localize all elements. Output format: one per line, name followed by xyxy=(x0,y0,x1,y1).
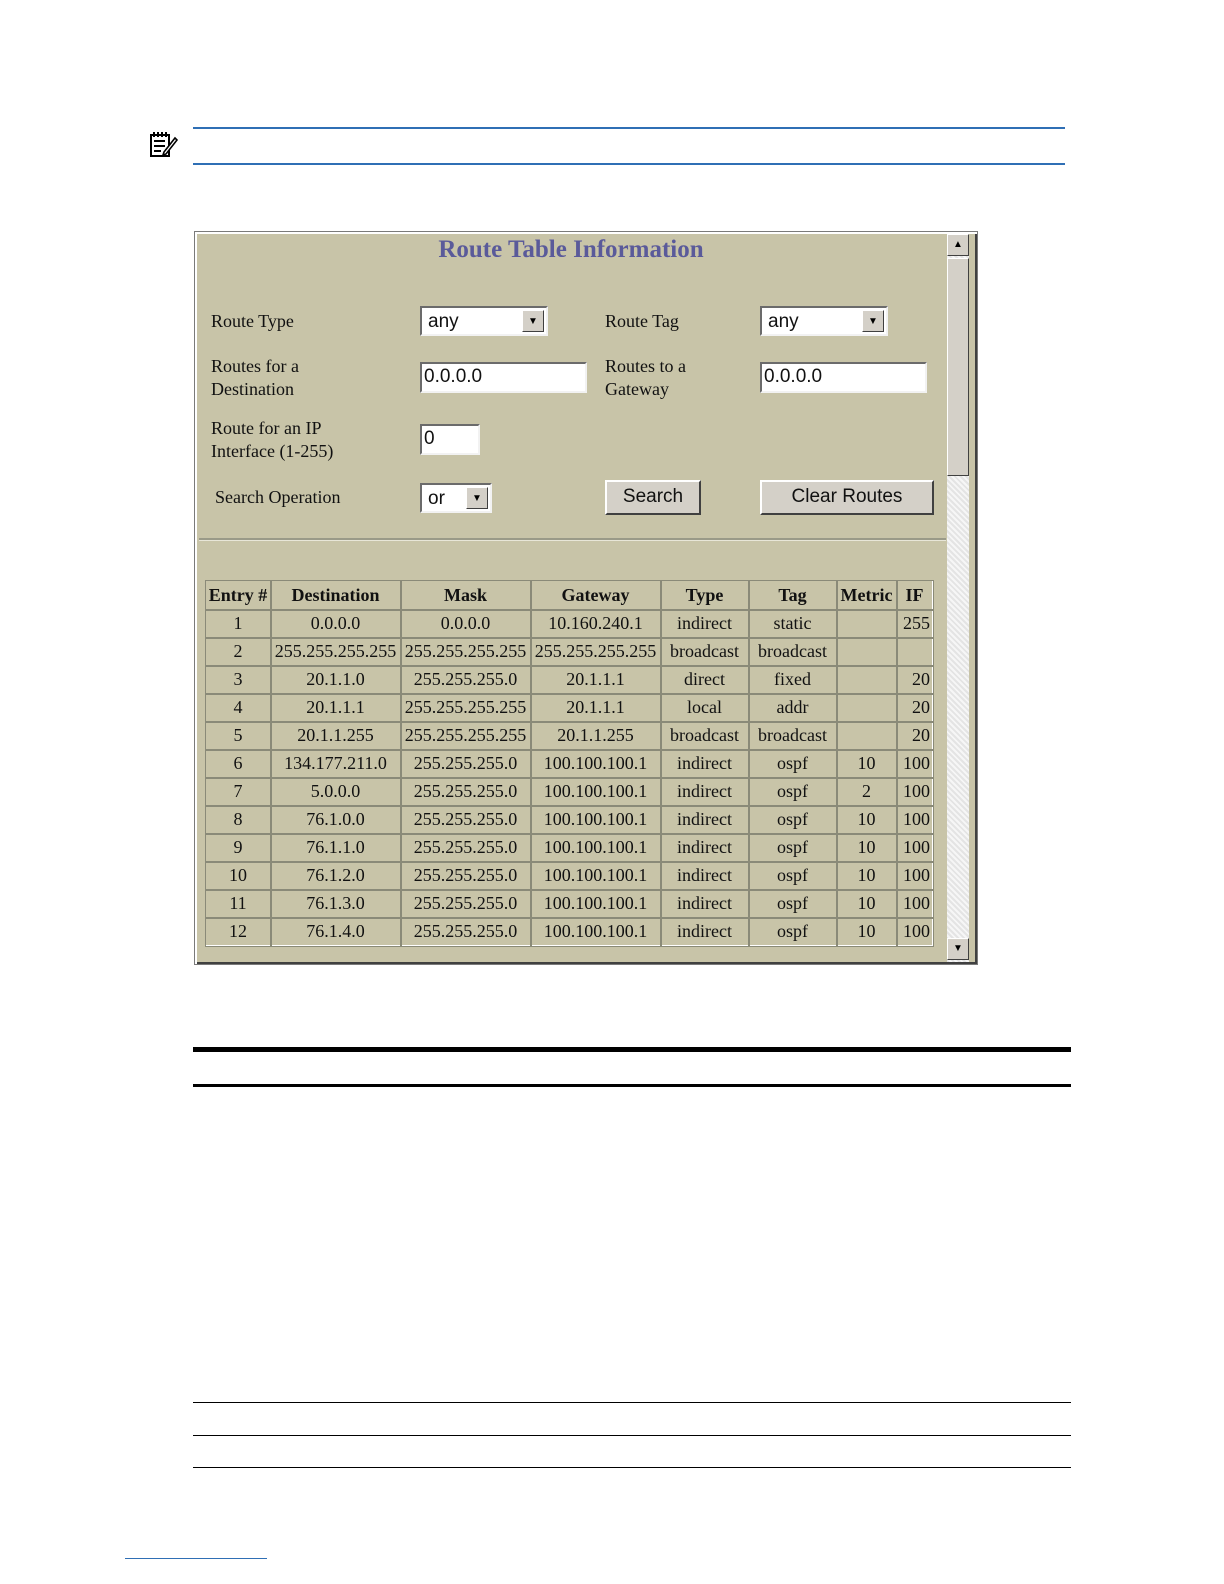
table-cell: 255.255.255.0 xyxy=(401,778,531,806)
table-cell: broadcast xyxy=(749,722,837,750)
table-cell xyxy=(837,638,897,666)
footer-link-underline xyxy=(125,1558,267,1559)
table-row xyxy=(206,778,933,806)
table-row-rule xyxy=(193,1435,1071,1436)
table-cell: 20.1.1.255 xyxy=(271,722,401,750)
search-button[interactable]: Search xyxy=(605,480,701,515)
table-cell: ospf xyxy=(749,918,837,946)
table-row xyxy=(206,750,933,778)
table-cell: 100.100.100.1 xyxy=(531,890,661,918)
table-cell: 4 xyxy=(206,694,271,722)
table-cell: ospf xyxy=(749,834,837,862)
search-operation-label: Search Operation xyxy=(215,487,341,507)
table-cell: 100 xyxy=(897,862,933,890)
table-cell: 100 xyxy=(897,834,933,862)
table-row xyxy=(206,722,933,750)
note-bottom-rule xyxy=(193,163,1065,165)
ip-interface-label xyxy=(211,417,333,463)
note-top-rule xyxy=(193,127,1065,129)
table-cell: 20.1.1.1 xyxy=(271,694,401,722)
table-cell: indirect xyxy=(661,862,749,890)
table-cell: 20.1.1.255 xyxy=(531,722,661,750)
table-cell xyxy=(837,610,897,638)
route-type-label: Route Type xyxy=(211,311,294,331)
table-cell: 100 xyxy=(897,778,933,806)
table-cell: 255.255.255.255 xyxy=(271,638,401,666)
table-cell: 20.1.1.1 xyxy=(531,694,661,722)
table-cell: addr xyxy=(749,694,837,722)
triangle-down-icon[interactable]: ▼ xyxy=(947,938,969,960)
table-cell: 76.1.0.0 xyxy=(271,806,401,834)
table-cell: indirect xyxy=(661,750,749,778)
ip-interface-label-line2: Interface (1-255) xyxy=(211,441,334,461)
table-cell: 10 xyxy=(206,862,271,890)
note-icon xyxy=(148,130,178,160)
table-cell: 10 xyxy=(837,834,897,862)
table-cell: indirect xyxy=(661,806,749,834)
table-cell: 10 xyxy=(837,750,897,778)
chevron-down-icon[interactable]: ▼ xyxy=(862,310,884,332)
table-cell: 255.255.255.0 xyxy=(401,890,531,918)
table-cell: local xyxy=(661,694,749,722)
route-tag-value: any xyxy=(768,311,799,332)
table-cell: 100.100.100.1 xyxy=(531,778,661,806)
table-cell: 10 xyxy=(837,806,897,834)
table-cell: 255.255.255.255 xyxy=(401,694,531,722)
table-row xyxy=(206,666,933,694)
table-cell: 255.255.255.0 xyxy=(401,666,531,694)
table-bottom-rule xyxy=(193,1467,1071,1468)
header-if: IF xyxy=(897,581,933,610)
table-cell: 6 xyxy=(206,750,271,778)
table-cell: 0.0.0.0 xyxy=(271,610,401,638)
header-gateway: Gateway xyxy=(531,581,661,610)
header-type: Type xyxy=(661,581,749,610)
table-cell: 0.0.0.0 xyxy=(401,610,531,638)
table-cell: 76.1.2.0 xyxy=(271,862,401,890)
search-operation-select[interactable] xyxy=(420,483,492,513)
table-cell: 20.1.1.1 xyxy=(531,666,661,694)
route-type-select[interactable] xyxy=(420,306,548,336)
table-cell: 255.255.255.0 xyxy=(401,834,531,862)
vertical-scrollbar[interactable] xyxy=(947,234,969,962)
table-cell xyxy=(837,722,897,750)
table-cell: 20.1.1.0 xyxy=(271,666,401,694)
route-table-panel xyxy=(194,231,978,965)
table-cell: 100 xyxy=(897,750,933,778)
table-cell: 76.1.3.0 xyxy=(271,890,401,918)
table-cell: ospf xyxy=(749,862,837,890)
table-cell: ospf xyxy=(749,750,837,778)
table-cell: direct xyxy=(661,666,749,694)
table-cell xyxy=(897,638,933,666)
table-cell: 100 xyxy=(897,890,933,918)
ip-interface-input[interactable]: 0 xyxy=(420,424,480,455)
gateway-label-line2: Gateway xyxy=(605,379,669,399)
table-cell: fixed xyxy=(749,666,837,694)
table-cell: 7 xyxy=(206,778,271,806)
table-cell: 10.160.240.1 xyxy=(531,610,661,638)
table-row xyxy=(206,890,933,918)
route-tag-select[interactable] xyxy=(760,306,888,336)
table-cell: 134.177.211.0 xyxy=(271,750,401,778)
table-cell: 76.1.4.0 xyxy=(271,918,401,946)
destination-label-line2: Destination xyxy=(211,379,294,399)
table-row xyxy=(206,862,933,890)
table-cell: 12 xyxy=(206,918,271,946)
table-row xyxy=(206,610,933,638)
table-cell: 100 xyxy=(897,918,933,946)
table-row xyxy=(206,806,933,834)
table-cell: 255.255.255.255 xyxy=(531,638,661,666)
gateway-label-line1: Routes to a xyxy=(605,356,686,376)
table-header-rule xyxy=(193,1084,1071,1087)
gateway-input[interactable]: 0.0.0.0 xyxy=(760,362,927,393)
header-mask: Mask xyxy=(401,581,531,610)
header-entry: Entry # xyxy=(206,581,271,610)
table-row xyxy=(206,638,933,666)
table-cell: 100.100.100.1 xyxy=(531,750,661,778)
table-cell xyxy=(837,694,897,722)
destination-label-line1: Routes for a xyxy=(211,356,299,376)
table-cell: static xyxy=(749,610,837,638)
route-tag-label: Route Tag xyxy=(605,311,679,331)
table-cell: 100.100.100.1 xyxy=(531,918,661,946)
panel-divider xyxy=(199,538,946,541)
table-cell: broadcast xyxy=(661,638,749,666)
chevron-down-icon[interactable]: ▼ xyxy=(466,487,488,509)
table-row xyxy=(206,918,933,946)
table-cell: 100 xyxy=(897,806,933,834)
table-cell: broadcast xyxy=(661,722,749,750)
table-cell: indirect xyxy=(661,918,749,946)
chevron-down-icon[interactable]: ▼ xyxy=(522,310,544,332)
table-cell: 20 xyxy=(897,722,933,750)
table-cell: 2 xyxy=(206,638,271,666)
table-cell: 255.255.255.0 xyxy=(401,750,531,778)
route-table xyxy=(205,580,933,946)
table-cell: indirect xyxy=(661,834,749,862)
destination-input[interactable]: 0.0.0.0 xyxy=(420,362,587,393)
table-top-thick-rule xyxy=(193,1047,1071,1052)
table-cell: ospf xyxy=(749,806,837,834)
table-cell: 3 xyxy=(206,666,271,694)
table-cell: 255.255.255.0 xyxy=(401,806,531,834)
triangle-up-icon[interactable]: ▲ xyxy=(947,234,969,256)
destination-label xyxy=(211,355,299,401)
table-cell: indirect xyxy=(661,778,749,806)
table-cell: 76.1.1.0 xyxy=(271,834,401,862)
route-type-value: any xyxy=(428,311,459,332)
table-cell: 20 xyxy=(897,694,933,722)
table-cell xyxy=(837,666,897,694)
clear-routes-button[interactable]: Clear Routes xyxy=(760,480,934,515)
table-header-row xyxy=(206,581,933,610)
search-operation-value: or xyxy=(428,488,445,509)
table-row-rule xyxy=(193,1402,1071,1403)
table-cell: 9 xyxy=(206,834,271,862)
scrollbar-thumb[interactable] xyxy=(947,258,969,476)
table-cell: 255.255.255.255 xyxy=(401,722,531,750)
panel-title: Route Table Information xyxy=(438,236,704,263)
table-cell: broadcast xyxy=(749,638,837,666)
table-cell: 10 xyxy=(837,862,897,890)
header-destination: Destination xyxy=(271,581,401,610)
table-row xyxy=(206,694,933,722)
table-cell: 100.100.100.1 xyxy=(531,806,661,834)
header-tag: Tag xyxy=(749,581,837,610)
table-cell: 100.100.100.1 xyxy=(531,834,661,862)
table-cell: 255 xyxy=(897,610,933,638)
table-cell: 1 xyxy=(206,610,271,638)
table-cell: indirect xyxy=(661,610,749,638)
table-row xyxy=(206,834,933,862)
table-cell: 20 xyxy=(897,666,933,694)
table-cell: 5.0.0.0 xyxy=(271,778,401,806)
gateway-label xyxy=(605,355,686,401)
ip-interface-label-line1: Route for an IP xyxy=(211,418,322,438)
table-cell: 10 xyxy=(837,890,897,918)
table-cell: 255.255.255.0 xyxy=(401,862,531,890)
table-cell: indirect xyxy=(661,890,749,918)
table-cell: 255.255.255.255 xyxy=(401,638,531,666)
table-cell: 5 xyxy=(206,722,271,750)
table-cell: 11 xyxy=(206,890,271,918)
table-cell: 255.255.255.0 xyxy=(401,918,531,946)
table-cell: 10 xyxy=(837,918,897,946)
table-cell: ospf xyxy=(749,778,837,806)
table-cell: ospf xyxy=(749,890,837,918)
table-cell: 2 xyxy=(837,778,897,806)
header-metric: Metric xyxy=(837,581,897,610)
table-cell: 100.100.100.1 xyxy=(531,862,661,890)
table-cell: 8 xyxy=(206,806,271,834)
